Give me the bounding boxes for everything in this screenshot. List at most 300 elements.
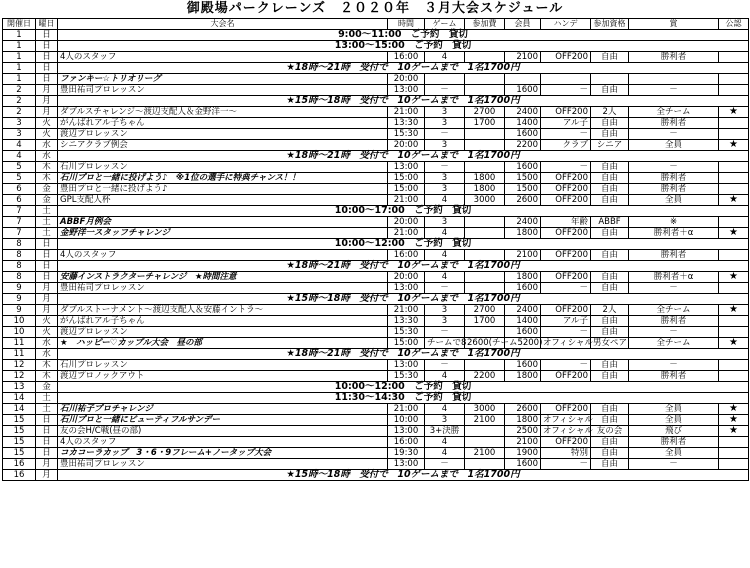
- certified-cell: ★: [719, 404, 749, 415]
- table-cell: 4: [425, 371, 465, 382]
- certified-cell: [719, 118, 749, 129]
- table-row: [3, 30, 749, 41]
- certified-cell: [719, 371, 749, 382]
- table-cell: [465, 228, 505, 239]
- reservation-cell: 10:00～17:00 ご予約 貸切: [58, 206, 749, 217]
- date-cell: 3: [3, 118, 36, 129]
- table-cell: 全員: [629, 195, 719, 206]
- event-name-cell: 石川プロと一緒に投げよう♪ ※1位の選手に特典チャンス！！: [58, 173, 388, 184]
- table-cell: －: [629, 129, 719, 140]
- table-cell: 3: [425, 316, 465, 327]
- weekday-cell: 木: [36, 360, 58, 371]
- weekday-cell: 火: [36, 316, 58, 327]
- column-header: ハンデ: [541, 19, 591, 30]
- date-cell: 9: [3, 283, 36, 294]
- table-cell: 自由: [591, 129, 629, 140]
- table-row: [3, 448, 749, 459]
- certified-cell: [719, 85, 749, 96]
- table-cell: 2600: [505, 404, 541, 415]
- table-cell: 3: [425, 173, 465, 184]
- date-cell: 6: [3, 184, 36, 195]
- table-row: [3, 404, 749, 415]
- table-cell: 13:00: [388, 426, 425, 437]
- table-row: [3, 96, 749, 107]
- table-cell: チームで8: [425, 338, 465, 349]
- date-cell: 2: [3, 85, 36, 96]
- certified-cell: [719, 437, 749, 448]
- table-cell: 1600: [505, 85, 541, 96]
- weekday-cell: 土: [36, 217, 58, 228]
- certified-cell: ★: [719, 140, 749, 151]
- certified-cell: ★: [719, 272, 749, 283]
- certified-cell: [719, 173, 749, 184]
- table-row: [3, 228, 749, 239]
- date-cell: 8: [3, 272, 36, 283]
- table-cell: 1600: [505, 129, 541, 140]
- table-cell: ABBF: [591, 217, 629, 228]
- table-cell: 2100: [465, 448, 505, 459]
- table-cell: 自由: [591, 118, 629, 129]
- event-name-cell: がんばれアル子ちゃん: [58, 316, 388, 327]
- table-cell: 特別: [541, 448, 591, 459]
- table-cell: 1400: [505, 316, 541, 327]
- date-cell: 8: [3, 250, 36, 261]
- column-header: 開催日: [3, 19, 36, 30]
- weekday-cell: 日: [36, 261, 58, 272]
- date-cell: 10: [3, 327, 36, 338]
- certified-cell: ★: [719, 305, 749, 316]
- date-cell: 12: [3, 360, 36, 371]
- certified-cell: [719, 448, 749, 459]
- table-cell: 3: [425, 184, 465, 195]
- weekday-cell: 月: [36, 470, 58, 481]
- table-row: [3, 173, 749, 184]
- event-name-cell: 石川プロと一緒にビューティフルサンデー: [58, 415, 388, 426]
- table-row: [3, 437, 749, 448]
- weekday-cell: 日: [36, 426, 58, 437]
- table-row: [3, 371, 749, 382]
- date-cell: 14: [3, 393, 36, 404]
- weekday-cell: 月: [36, 459, 58, 470]
- open-play-cell: ★15時～18時 受付で 10ゲームまで 1名1700円: [58, 294, 749, 305]
- table-cell: 13:30: [388, 118, 425, 129]
- table-cell: 1800: [505, 228, 541, 239]
- weekday-cell: 日: [36, 415, 58, 426]
- table-cell: 1800: [505, 415, 541, 426]
- weekday-cell: 金: [36, 195, 58, 206]
- table-cell: 1500: [505, 184, 541, 195]
- table-cell: 飛び: [629, 426, 719, 437]
- date-cell: 9: [3, 294, 36, 305]
- table-cell: 2600: [505, 195, 541, 206]
- page-title: 御殿場パークレーンズ ２０２０年 ３月大会スケジュール: [186, 1, 564, 16]
- table-cell: 15:00: [388, 184, 425, 195]
- table-row: [3, 151, 749, 162]
- table-cell: オフィシャル: [541, 338, 591, 349]
- table-cell: 1600: [505, 162, 541, 173]
- table-row: [3, 382, 749, 393]
- open-play-cell: ★18時～21時 受付で 10ゲームまで 1名1700円: [58, 349, 749, 360]
- table-row: [3, 459, 749, 470]
- table-cell: 2100: [505, 52, 541, 63]
- header-row: [3, 19, 749, 30]
- table-cell: OFF200: [541, 272, 591, 283]
- weekday-cell: 日: [36, 41, 58, 52]
- table-cell: 自由: [591, 52, 629, 63]
- table-row: [3, 63, 749, 74]
- weekday-cell: 月: [36, 85, 58, 96]
- table-cell: 自由: [591, 250, 629, 261]
- event-name-cell: ABBF月例会: [58, 217, 388, 228]
- table-cell: 4: [425, 195, 465, 206]
- table-cell: 自由: [591, 371, 629, 382]
- date-cell: 4: [3, 140, 36, 151]
- table-cell: 4: [425, 250, 465, 261]
- event-name-cell: ファンキー☆トリオリーグ: [58, 74, 388, 85]
- table-row: [3, 470, 749, 481]
- table-row: [3, 162, 749, 173]
- table-cell: －: [541, 360, 591, 371]
- table-cell: 15:30: [388, 129, 425, 140]
- date-cell: 16: [3, 459, 36, 470]
- weekday-cell: 水: [36, 338, 58, 349]
- table-cell: クラブ: [541, 140, 591, 151]
- table-cell: 21:00: [388, 228, 425, 239]
- table-row: [3, 85, 749, 96]
- certified-cell: [719, 52, 749, 63]
- weekday-cell: 日: [36, 272, 58, 283]
- table-cell: 自由: [591, 415, 629, 426]
- table-cell: OFF200: [541, 173, 591, 184]
- table-cell: 自由: [591, 85, 629, 96]
- table-cell: 13:00: [388, 283, 425, 294]
- table-cell: OFF200: [541, 195, 591, 206]
- table-cell: 2100: [505, 437, 541, 448]
- table-cell: 20:00: [388, 140, 425, 151]
- table-cell: 自由: [591, 195, 629, 206]
- table-cell: 2600(チーム5200): [465, 338, 505, 349]
- event-name-cell: 友の会H/C戦(昼の部): [58, 426, 388, 437]
- table-cell: 自由: [591, 448, 629, 459]
- table-cell: OFF200: [541, 52, 591, 63]
- table-row: [3, 118, 749, 129]
- table-cell: 友の会: [591, 426, 629, 437]
- reservation-cell: 10:00～12:00 ご予約 貸切: [58, 382, 749, 393]
- weekday-cell: 月: [36, 294, 58, 305]
- column-header: 公認: [719, 19, 749, 30]
- table-cell: －: [629, 360, 719, 371]
- event-name-cell: ダブルスチャレンジ～渡辺支配人＆金野洋一～: [58, 107, 388, 118]
- column-header: 賞: [629, 19, 719, 30]
- table-cell: 20:00: [388, 217, 425, 228]
- weekday-cell: 木: [36, 371, 58, 382]
- table-row: [3, 349, 749, 360]
- table-row: [3, 393, 749, 404]
- event-name-cell: コカコーラカップ 3・6・9フレーム+ノータップ大会: [58, 448, 388, 459]
- weekday-cell: 土: [36, 404, 58, 415]
- table-cell: 全員: [629, 415, 719, 426]
- table-cell: －: [629, 283, 719, 294]
- date-cell: 1: [3, 63, 36, 74]
- table-cell: 勝利者: [629, 173, 719, 184]
- table-cell: OFF200: [541, 371, 591, 382]
- table-row: [3, 239, 749, 250]
- certified-cell: [719, 360, 749, 371]
- table-cell: 2200: [465, 371, 505, 382]
- table-cell: 勝利者: [629, 371, 719, 382]
- table-cell: [465, 283, 505, 294]
- table-row: [3, 294, 749, 305]
- weekday-cell: 火: [36, 129, 58, 140]
- event-name-cell: がんばれアル子ちゃん: [58, 118, 388, 129]
- table-cell: 1700: [465, 316, 505, 327]
- table-cell: [465, 162, 505, 173]
- table-cell: 1700: [465, 118, 505, 129]
- table-cell: [425, 74, 465, 85]
- table-cell: 13:00: [388, 360, 425, 371]
- schedule-table: [2, 18, 749, 481]
- event-name-cell: 石川祐子プロチャレンジ: [58, 404, 388, 415]
- open-play-cell: ★15時～18時 受付で 10ゲームまで 1名1700円: [58, 96, 749, 107]
- column-header: 大会名: [58, 19, 388, 30]
- table-row: [3, 129, 749, 140]
- weekday-cell: 月: [36, 283, 58, 294]
- table-cell: －: [541, 283, 591, 294]
- table-cell: [465, 426, 505, 437]
- event-name-cell: 安藤インストラクターチャレンジ ★時間注意: [58, 272, 388, 283]
- column-header: 曜日: [36, 19, 58, 30]
- table-cell: 自由: [591, 173, 629, 184]
- date-cell: 16: [3, 470, 36, 481]
- table-cell: 勝利者: [629, 437, 719, 448]
- table-cell: 4: [425, 52, 465, 63]
- column-header: 時間: [388, 19, 425, 30]
- table-cell: 15:00: [388, 338, 425, 349]
- table-cell: [465, 129, 505, 140]
- table-cell: 年齢: [541, 217, 591, 228]
- weekday-cell: 日: [36, 63, 58, 74]
- table-cell: 1800: [505, 371, 541, 382]
- weekday-cell: 金: [36, 382, 58, 393]
- table-cell: 2人: [591, 107, 629, 118]
- table-cell: －: [629, 459, 719, 470]
- date-cell: 13: [3, 382, 36, 393]
- weekday-cell: 日: [36, 52, 58, 63]
- table-row: [3, 305, 749, 316]
- table-cell: －: [541, 327, 591, 338]
- event-name-cell: 石川プロレッスン: [58, 360, 388, 371]
- weekday-cell: 月: [36, 107, 58, 118]
- table-row: [3, 195, 749, 206]
- table-row: [3, 52, 749, 63]
- event-name-cell: 4人のスタッフ: [58, 437, 388, 448]
- table-row: [3, 217, 749, 228]
- weekday-cell: 日: [36, 250, 58, 261]
- table-cell: 2人: [591, 305, 629, 316]
- table-cell: [629, 74, 719, 85]
- table-cell: 2200: [505, 140, 541, 151]
- table-cell: アル子: [541, 118, 591, 129]
- table-cell: 自由: [591, 272, 629, 283]
- table-row: [3, 283, 749, 294]
- table-cell: －: [629, 327, 719, 338]
- date-cell: 3: [3, 129, 36, 140]
- certified-cell: [719, 316, 749, 327]
- weekday-cell: 日: [36, 74, 58, 85]
- certified-cell: [719, 250, 749, 261]
- table-cell: 15:00: [388, 173, 425, 184]
- table-cell: 1600: [505, 360, 541, 371]
- open-play-cell: ★18時～21時 受付で 10ゲームまで 1名1700円: [58, 261, 749, 272]
- table-cell: 21:00: [388, 195, 425, 206]
- date-cell: 11: [3, 349, 36, 360]
- weekday-cell: 水: [36, 151, 58, 162]
- table-cell: 全チーム: [629, 305, 719, 316]
- table-cell: 4: [425, 272, 465, 283]
- table-row: [3, 426, 749, 437]
- table-cell: [465, 250, 505, 261]
- weekday-cell: 木: [36, 173, 58, 184]
- table-cell: 1500: [505, 173, 541, 184]
- table-cell: 13:00: [388, 459, 425, 470]
- table-cell: OFF200: [541, 404, 591, 415]
- table-cell: －: [541, 459, 591, 470]
- date-cell: 15: [3, 415, 36, 426]
- table-cell: 自由: [591, 327, 629, 338]
- date-cell: 15: [3, 448, 36, 459]
- table-row: [3, 250, 749, 261]
- weekday-cell: 日: [36, 437, 58, 448]
- certified-cell: [719, 283, 749, 294]
- table-cell: 3: [425, 118, 465, 129]
- weekday-cell: 水: [36, 140, 58, 151]
- table-cell: 3: [425, 140, 465, 151]
- table-cell: 勝利者: [629, 250, 719, 261]
- table-cell: [465, 272, 505, 283]
- table-cell: 4: [425, 448, 465, 459]
- table-cell: OFF200: [541, 305, 591, 316]
- table-row: [3, 316, 749, 327]
- certified-cell: ★: [719, 107, 749, 118]
- weekday-cell: 土: [36, 206, 58, 217]
- table-cell: 21:00: [388, 404, 425, 415]
- table-row: [3, 327, 749, 338]
- table-cell: [465, 459, 505, 470]
- table-cell: 自由: [591, 360, 629, 371]
- date-cell: 6: [3, 195, 36, 206]
- table-cell: オフィシャル: [541, 426, 591, 437]
- weekday-cell: 水: [36, 349, 58, 360]
- table-cell: 2400: [505, 107, 541, 118]
- table-cell: オフィシャル: [541, 415, 591, 426]
- column-header: 会員: [505, 19, 541, 30]
- event-name-cell: 渡辺プロレッスン: [58, 129, 388, 140]
- table-cell: 10:00: [388, 415, 425, 426]
- table-cell: 勝利者: [629, 184, 719, 195]
- date-cell: 7: [3, 206, 36, 217]
- table-cell: 勝利者: [629, 52, 719, 63]
- table-cell: 21:00: [388, 305, 425, 316]
- table-cell: 21:00: [388, 107, 425, 118]
- table-cell: アル子: [541, 316, 591, 327]
- reservation-cell: 9:00～11:00 ご予約 貸切: [58, 30, 749, 41]
- table-cell: [465, 140, 505, 151]
- certified-cell: ★: [719, 195, 749, 206]
- table-cell: 19:30: [388, 448, 425, 459]
- table-cell: 3: [425, 305, 465, 316]
- date-cell: 11: [3, 338, 36, 349]
- table-cell: OFF200: [541, 107, 591, 118]
- weekday-cell: 日: [36, 239, 58, 250]
- table-cell: 15:30: [388, 371, 425, 382]
- table-cell: 勝利者: [629, 118, 719, 129]
- open-play-cell: ★18時～21時 受付で 10ゲームまで 1名1700円: [58, 63, 749, 74]
- table-cell: 2400: [505, 217, 541, 228]
- date-cell: 15: [3, 437, 36, 448]
- table-cell: 全員: [629, 140, 719, 151]
- table-cell: －: [425, 162, 465, 173]
- table-cell: [465, 74, 505, 85]
- table-cell: [505, 74, 541, 85]
- open-play-cell: ★18時～21時 受付で 10ゲームまで 1名1700円: [58, 151, 749, 162]
- table-cell: 2100: [465, 415, 505, 426]
- event-name-cell: 石川プロレッスン: [58, 162, 388, 173]
- reservation-cell: 11:30～14:30 ご予約 貸切: [58, 393, 749, 404]
- table-row: [3, 360, 749, 371]
- table-cell: [465, 437, 505, 448]
- date-cell: 1: [3, 74, 36, 85]
- table-cell: 男女ペア: [591, 338, 629, 349]
- table-cell: [591, 74, 629, 85]
- event-name-cell: ★ ハッピー♡カップル大会 昼の部: [58, 338, 388, 349]
- certified-cell: ★: [719, 426, 749, 437]
- table-cell: [465, 85, 505, 96]
- table-row: [3, 107, 749, 118]
- certified-cell: [719, 162, 749, 173]
- event-name-cell: ダブルストーナメント～渡辺支配人＆安藤イントラ～: [58, 305, 388, 316]
- table-cell: 16:00: [388, 250, 425, 261]
- column-header: ゲーム: [425, 19, 465, 30]
- table-cell: 4: [425, 437, 465, 448]
- table-cell: 1900: [505, 448, 541, 459]
- table-cell: －: [541, 162, 591, 173]
- table-cell: 1800: [505, 272, 541, 283]
- table-cell: 全員: [629, 448, 719, 459]
- table-cell: シニア: [591, 140, 629, 151]
- weekday-cell: 火: [36, 118, 58, 129]
- table-cell: －: [541, 129, 591, 140]
- reservation-cell: 13:00～15:00 ご予約 貸切: [58, 41, 749, 52]
- date-cell: 12: [3, 371, 36, 382]
- table-cell: 全チーム: [629, 338, 719, 349]
- table-cell: 2500: [505, 426, 541, 437]
- table-cell: OFF200: [541, 250, 591, 261]
- date-cell: 4: [3, 151, 36, 162]
- table-cell: 勝利者＋α: [629, 228, 719, 239]
- table-cell: 16:00: [388, 437, 425, 448]
- table-cell: 1600: [505, 459, 541, 470]
- table-cell: 全員: [629, 404, 719, 415]
- table-cell: 2700: [465, 305, 505, 316]
- table-row: [3, 206, 749, 217]
- certified-cell: [719, 184, 749, 195]
- table-cell: 13:30: [388, 316, 425, 327]
- table-cell: 自由: [591, 283, 629, 294]
- table-cell: －: [629, 162, 719, 173]
- table-row: [3, 272, 749, 283]
- date-cell: 8: [3, 239, 36, 250]
- table-cell: －: [629, 85, 719, 96]
